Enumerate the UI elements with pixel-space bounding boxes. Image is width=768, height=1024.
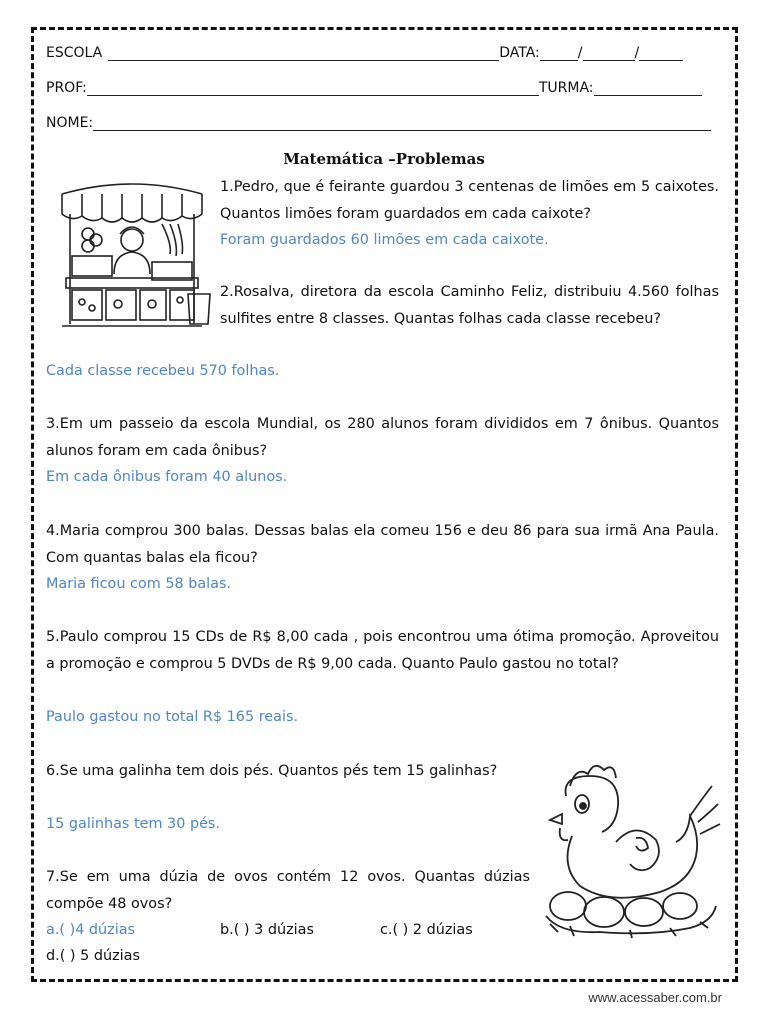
page-title: Matemática –Problemas xyxy=(283,150,485,168)
question-4-text: 4.Maria comprou 300 balas. Dessas balas ela comeu 156 e deu 86 para sua irmã Ana Paula. Com quantas balas ela ficou? xyxy=(46,523,719,566)
question-6-text: 6.Se uma galinha tem dois pés. Quantos pés tem 15 galinhas? xyxy=(46,763,498,779)
date-year-line xyxy=(639,47,683,61)
footer-website: www.acessaber.com.br xyxy=(588,990,722,1005)
question-4-answer: Maria ficou com 58 balas. xyxy=(46,576,232,592)
prof-line xyxy=(87,82,539,96)
question-5-answer: Paulo gastou no total R$ 165 reais. xyxy=(46,709,299,725)
nome-line xyxy=(93,117,711,131)
nome-field[interactable] xyxy=(46,115,718,131)
date-day-line xyxy=(540,47,578,61)
option-b[interactable]: b.( ) 3 dúzias xyxy=(220,922,314,938)
question-7-text: 7.Se em uma dúzia de ovos contém 12 ovos. Quantas dúzias compõe 48 ovos? xyxy=(46,869,530,912)
question-1-answer: Foram guardados 60 limões em cada caixote. xyxy=(220,232,549,248)
market-stall-illustration xyxy=(52,174,212,344)
escola-line xyxy=(108,47,499,61)
prof-field[interactable] xyxy=(46,80,718,96)
option-d[interactable]: d.( ) 5 dúzias xyxy=(46,948,140,964)
question-2-text: 2.Rosalva, diretora da escola Caminho Feliz, distribuiu 4.560 folhas sulfites entre 8 classes. Quantas folhas cada classe recebeu? xyxy=(220,284,719,327)
question-1-text: 1.Pedro, que é feirante guardou 3 centenas de limões em 5 caixotes. Quantos limões foram guardados em cada caixote? xyxy=(220,179,719,222)
question-5-text: 5.Paulo comprou 15 CDs de R$ 8,00 cada , pois encontrou uma ótima promoção. Aproveitou a promoção e comprou 5 DVDs de R$ 9,00 cada. Quanto Paulo gastou no total? xyxy=(46,629,719,672)
option-c[interactable]: c.( ) 2 dúzias xyxy=(380,922,473,938)
option-a[interactable]: a.( )4 dúzias xyxy=(46,922,136,938)
escola-field[interactable]: ESCOLA DATA: / / xyxy=(46,45,718,61)
data-label: DATA: xyxy=(499,45,540,61)
escola-label: ESCOLA xyxy=(46,45,103,61)
nome-label: NOME: xyxy=(46,115,94,131)
question-6-answer: 15 galinhas tem 30 pés. xyxy=(46,816,221,832)
hen-illustration xyxy=(540,756,722,946)
turma-label: TURMA: xyxy=(538,80,594,96)
question-2-answer: Cada classe recebeu 570 folhas. xyxy=(46,363,280,379)
question-3-answer: Em cada ônibus foram 40 alunos. xyxy=(46,469,288,485)
prof-label: PROF: xyxy=(46,80,87,96)
question-3-text: 3.Em um passeio da escola Mundial, os 280 alunos foram divididos em 7 ônibus. Quantos alunos foram em cada ônibus? xyxy=(46,416,719,459)
turma-line xyxy=(594,82,702,96)
date-month-line xyxy=(583,47,635,61)
